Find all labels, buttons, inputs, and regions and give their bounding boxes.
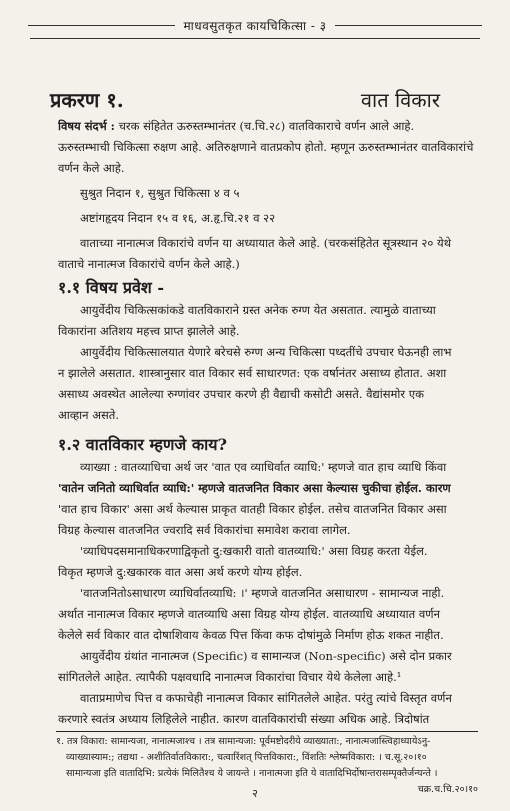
paragraph-line: 'वातेन जनितो व्याधिर्वात व्याधि:' म्हणजे वातजनित विकार असा केल्यास चुकीचा होईल. कारण (58, 481, 451, 495)
paragraph-line: वाताप्रमाणेच पित्त व कफाचेही नानात्मज विकार सांगितलेले आहेत. परंतु त्यांचे विस्तृत वर्णन (80, 691, 452, 705)
paragraph-line: आयुर्वेदीय ग्रंथांत नानात्मज (Specific) व सामान्यज (Non-specific) असे दोन प्रकार (80, 649, 452, 663)
running-header-title: माधवसुतकृत कायचिकित्सा - ३ (183, 18, 327, 33)
intro-ref: अष्टांगहृदय निदान १५ व १६, अ.हृ.चि.२१ व २२ (80, 211, 276, 225)
chapter-title: वात विकार (360, 88, 440, 112)
intro-ref: सुश्रुत निदान १, सुश्रुत चिकित्सा ४ व ५ (80, 186, 240, 200)
header-underline (30, 38, 480, 39)
running-header (28, 14, 482, 36)
intro-line (58, 116, 476, 137)
intro-closing: वाताचे नानात्मज विकारांचे वर्णन केले आहे.) (58, 257, 240, 271)
footnote-line: सामान्यजा इति वातादिभि: प्रत्येकं मिलितैश्च ये जायन्ते । नानात्मजा इति ये वातादिभिर्दोषान्तरासम्पृक्तैर्जन्यन्ते । (66, 768, 438, 779)
paragraph-line: असाध्य अवस्थेत आलेल्या रुग्णांवर उपचार करणे ही वैद्याची कसोटी असते. वैद्यांसमोर एक (58, 387, 424, 401)
paragraph-line: आयुर्वेदीय चिकित्सालयात येणारे बरेचसे रुग्ण अन्य चिकित्सा पध्दतींचे उपचार घेऊनही लाभ (80, 345, 452, 359)
intro-block (58, 116, 476, 275)
paragraph-line: 'वातजनितोऽसाधारण व्याधिर्वातव्याधि: ।' म्हणजे वातजनित असाधारण - सामान्यज नाही. (80, 586, 445, 600)
paragraph-line: करणारे स्वतंत्र अध्याय लिहिलेले नाहीत. कारण वातविकारांची संख्या अधिक आहे. त्रिदोषांत (58, 712, 430, 726)
paragraph-line: 'वात हाच विकार' असा अर्थ केल्यास प्राकृत वातही विकार होईल. तसेच वातजनित विकार असा (58, 502, 447, 516)
footnote-line: १. तत्र विकारा: सामान्यजा, नानात्मजाश्च । तत्र सामान्यजा: पूर्वमष्टोदरीये व्याख्याता:, नानात्मजास्त्विहाध्यायेऽनु- (56, 736, 431, 747)
header-rule-left (28, 25, 175, 26)
section1-body (58, 300, 476, 426)
intro-line: वर्णन केले आहे. (58, 161, 125, 175)
paragraph-line: विकारांना अतिशय महत्त्व प्राप्त झालेले आहे. (58, 324, 240, 338)
section2-body (58, 457, 476, 730)
footnote-separator (56, 731, 478, 732)
footnote-line: व्याख्यास्याम:; तद्यथा - अशीतिर्वातविकारा:, चत्वारिंशत् पित्तविकारा:, विंशतिः श्लेष्मविकारा: । च.सू.२०।१० (66, 752, 427, 763)
chapter-number: प्रकरण १. (50, 88, 124, 112)
paragraph-line: व्याख्या : वातव्याधिचा अर्थ जर 'वात एव व्याधिर्वात व्याधि:' म्हणजे वात हाच व्याधि किंवा (80, 460, 447, 474)
paragraph-line: केलेले सर्व विकार वात दोषाशिवाय केवळ पित्त किंवा कफ दोषांमुळे निर्माण होऊ शकत नाहीत. (58, 628, 444, 642)
intro-heading: विषय संदर्भ : (58, 119, 115, 133)
header-rule-right (335, 25, 482, 26)
section-heading: १.१ विषय प्रवेश - (58, 278, 165, 297)
paragraph-line: अर्थात नानात्मज विकार म्हणजे वातव्याधि असा विग्रह योग्य होईल. वातव्याधि अध्यायात वर्णन (58, 607, 440, 621)
footnote-source: चक्र.च.चि.२०।१० (417, 784, 478, 795)
paragraph-line: आयुर्वेदीय चिकित्सकांकडे वातविकाराने ग्रस्त अनेक रुग्ण येत असतात. त्यामुळे वाताच्या (80, 303, 436, 317)
page-number: २ (252, 787, 258, 800)
paragraph-line: विकृत म्हणजे दु:खकारक वात असा अर्थ करणे योग्य होईल. (58, 565, 303, 579)
intro-line: ऊरुस्तम्भाची चिकित्सा रुक्षण आहे. अतिरुक्षणाने वातप्रकोप होतो. म्हणून ऊरुस्तम्भानंतर वातविकारांचे (58, 140, 474, 154)
section-heading: १.२ वातविकार म्हणजे काय? (58, 435, 227, 454)
paragraph-line: 'व्याधिपदसमानाधिकरणाद्विकृतो दु:खकारी वातो वातव्याधि:' असा विग्रह करता येईल. (80, 544, 428, 558)
chapter-heading (50, 86, 470, 114)
paragraph-line: विग्रह केल्यास वातजनित ज्वरादि सर्व विकारांचा समावेश करावा लागेल. (58, 523, 351, 537)
intro-closing: वाताच्या नानात्मज विकारांचे वर्णन या अध्यायात केले आहे. (चरकसंहितेत सूत्रस्थान २० येथे (80, 236, 452, 250)
paragraph-line: न झालेले असतात. शास्त्रानुसार वात विकार सर्व साधारणत: एक वर्षानंतर असाध्य होतात. अशा (58, 366, 447, 380)
paragraph-line: सांगितलेले आहेत. त्यापैकी पक्षवधादि नानात्मज विकारांचा विचार येथे केलेला आहे.¹ (58, 670, 402, 684)
intro-line-text: चरक संहितेत ऊरुस्तम्भानंतर (च.चि.२८) वातविकाराचे वर्णन आले आहे. (118, 119, 415, 133)
paragraph-line: आव्हान असते. (58, 408, 119, 422)
